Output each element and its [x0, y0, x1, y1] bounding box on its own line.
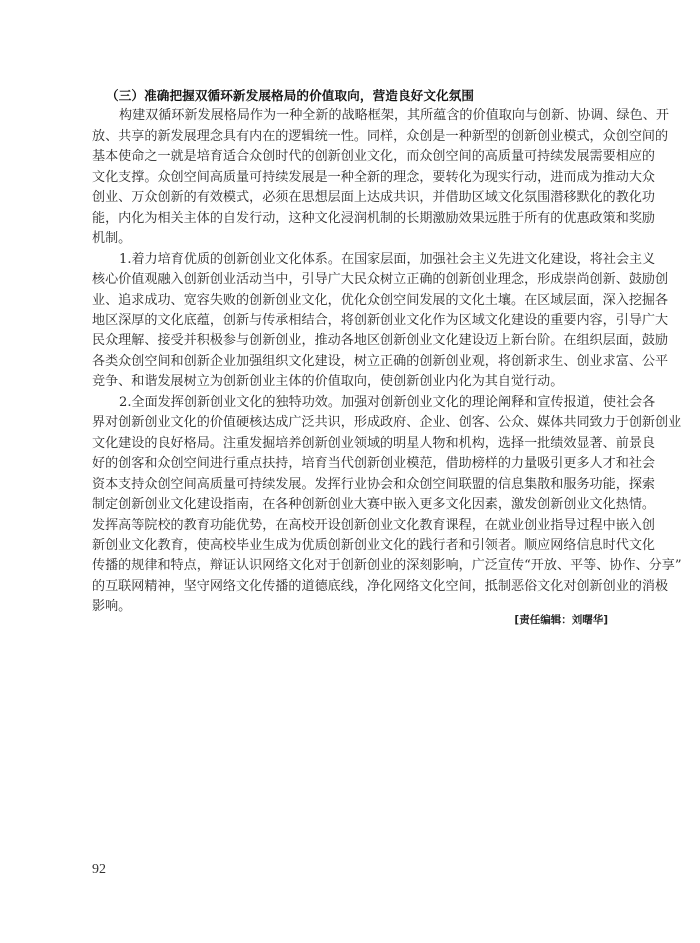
editor-credit: [责任编辑：刘曙华] [514, 614, 608, 626]
text-line: 各类众创空间和创新企业加强组织文化建设，树立正确的创新创业观，将创新求生、创业求富、公平 [92, 353, 669, 369]
article-body [92, 86, 682, 618]
text-line: 制定创新创业文化建设指南，在各种创新创业大赛中嵌入更多文化因素，激发创新创业文化热情。 [92, 497, 656, 513]
text-line: 发挥高等院校的教育功能优势，在高校开设创新创业文化教育课程，在就业创业指导过程中嵌入创 [92, 517, 656, 533]
paragraph-3 [92, 393, 682, 618]
text-line: 传播的规律和特点，辩证认识网络文化对于创新创业的深刻影响，广泛宣传“开放、平等、协作、分享” [92, 558, 682, 574]
text-line: 的互联网精神，坚守网络文化传播的道德底线，净化网络文化空间，抵制恶俗文化对创新创业的消极 [92, 578, 669, 594]
paragraph-1 [92, 106, 669, 249]
text-line: 地区深厚的文化底蕴，创新与传承相结合，将创新创业文化作为区域文化建设的重要内容，引导广大 [92, 312, 669, 328]
text-line: 文化支撑。众创空间高质量可持续发展是一种全新的理念，要转化为现实行动，进而成为推动大众 [92, 169, 656, 185]
text-line: 业、追求成功、宽容失败的创新创业文化，优化众创空间发展的文化土壤。在区域层面，深入挖掘各 [92, 292, 669, 308]
text-line: 能，内化为相关主体的自发行动，这种文化浸润机制的长期激励效果远胜于所有的优惠政策和奖励 [92, 210, 656, 226]
text-line: 创业、万众创新的有效模式，必须在思想层面上达成共识，并借助区域文化氛围潜移默化的教化功 [92, 190, 656, 206]
text-line: 界对创新创业文化的价值硬核达成广泛共识，形成政府、企业、创客、公众、媒体共同致力于创新创业 [92, 415, 682, 431]
text-line: 新创业文化教育，使高校毕业生成为优质创新创业文化的践行者和引领者。顺应网络信息时代文化 [92, 537, 656, 553]
text-line: 1.着力培育优质的创新创业文化体系。在国家层面，加强社会主义先进文化建设，将社会主义 [119, 251, 656, 267]
text-line: 资本支持众创空间高质量可持续发展。发挥行业协会和众创空间联盟的信息集散和服务功能，探索 [92, 476, 656, 492]
text-line: 机制。 [92, 231, 132, 247]
section-heading: （三）准确把握双循环新发展格局的价值取向，营造良好文化氛围 [106, 88, 475, 103]
text-line: 民众理解、接受并积极参与创新创业，推动各地区创新创业文化建设迈上新台阶。在组织层面，鼓励 [92, 333, 669, 349]
text-line: 构建双循环新发展格局作为一种全新的战略框架，其所蕴含的价值取向与创新、协调、绿色、开 [119, 108, 669, 124]
text-line: 基本使命之一就是培育适合众创时代的创新创业文化，而众创空间的高质量可持续发展需要相应的 [92, 149, 656, 165]
text-line: 文化建设的良好格局。注重发掘培养创新创业领域的明星人物和机构，选择一批绩效显著、前景良 [92, 435, 656, 451]
paragraph-2 [92, 250, 669, 393]
text-line: 核心价值观融入创新创业活动当中，引导广大民众树立正确的创新创业理念，形成崇尚创新、鼓励创 [92, 272, 669, 288]
text-line: 2.全面发挥创新创业文化的独特功效。加强对创新创业文化的理论阐释和宣传报道，使社会各 [119, 394, 656, 410]
text-line: 竞争、和谐发展树立为创新创业主体的价值取向，使创新创业内化为其自觉行动。 [92, 374, 564, 390]
page-number: 92 [92, 862, 106, 877]
text-line: 放、共享的新发展理念具有内在的逻辑统一性。同样，众创是一种新型的创新创业模式，众创空间的 [92, 128, 669, 144]
text-line: 影响。 [92, 599, 132, 615]
text-line: 好的创客和众创空间进行重点扶持，培育当代创新创业模范，借助榜样的力量吸引更多人才和社会 [92, 456, 656, 472]
